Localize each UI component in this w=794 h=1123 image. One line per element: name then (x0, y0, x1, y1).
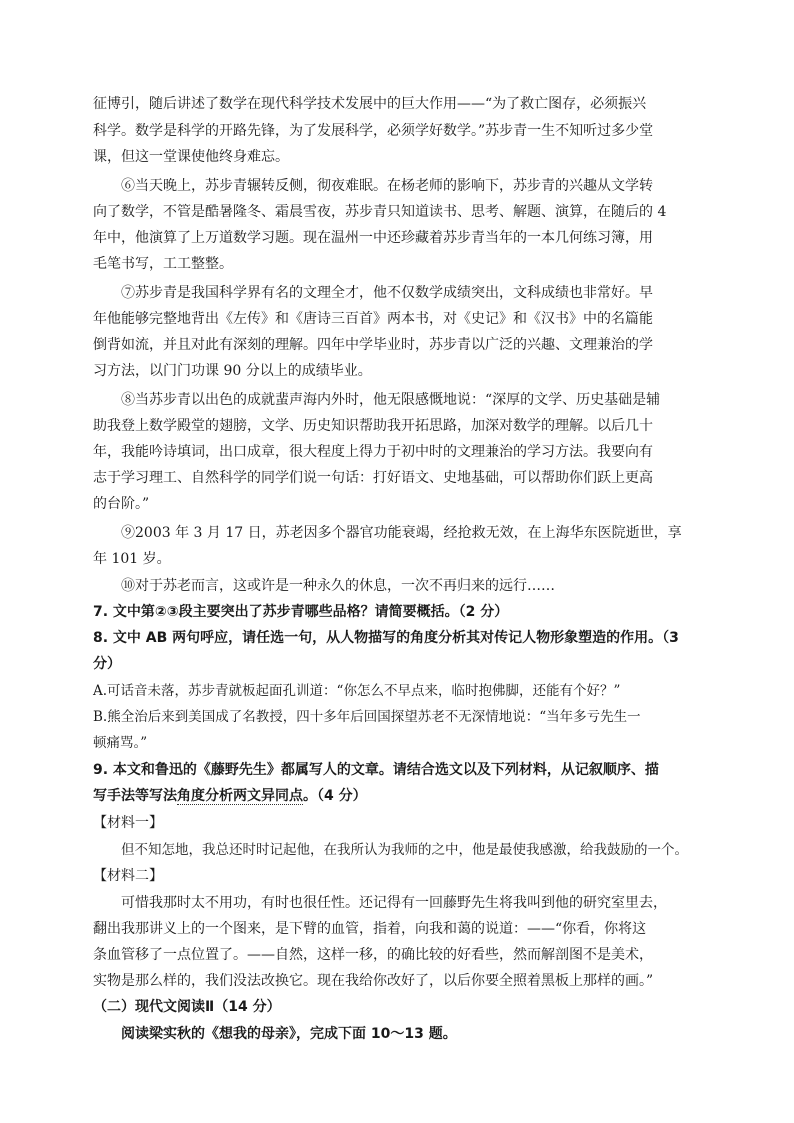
section-heading: （二）现代文阅读Ⅱ（14 分） (93, 999, 281, 1015)
text-line: 倒背如流，并且对此有深刻的理解。四年中学毕业时，苏步青以广泛的兴趣、文理兼治的学 (93, 337, 653, 353)
question-9-text: 写手法等写法 (93, 788, 177, 804)
text-line: 年中，他演算了上万道数学习题。现在温州一中还珍藏着苏步青当年的一本几何练习簿，用 (93, 230, 653, 246)
text-line: ⑥当天晚上，苏步青辗转反侧，彻夜难眠。在杨老师的影响下，苏步青的兴趣从文学转 (121, 178, 653, 194)
question-9-score: 。（4 分） (303, 788, 367, 804)
material-1-text: 但不知怎地，我总还时时记起他，在我所认为我师的之中，他是最使我感激，给我鼓励的一个。 (121, 842, 688, 858)
text-line: 实物是那么样的，我们没法改换它。现在我给你改好了，以后你要全照着黑板上那样的画。” (93, 973, 654, 989)
question-7: 7. 文中第②③段主要突出了苏步青哪些品格？请简要概括。（2 分） (93, 604, 509, 620)
text-line: 征博引，随后讲述了数学在现代科学技术发展中的巨大作用——“为了救亡图存，必须振兴 (93, 96, 647, 112)
question-8-option-b: 顿痛骂。” (93, 735, 148, 751)
text-line: 毛笔书写，工工整整。 (93, 256, 233, 272)
text-line: 志于学习理工、自然科学的同学们说一句话：打好语文、史地基础，可以帮助你们跃上更高 (93, 470, 653, 486)
text-line: 助我登上数学殿堂的翅膀，文学、历史知识帮助我开拓思路，加深对数学的理解。以后几十 (93, 418, 653, 434)
text-line: 翻出我那讲义上的一个图来，是下臂的血管，指着，向我和蔼的说道：——“你看，你将这 (93, 921, 647, 937)
text-line: 习方法，以门门功课 90 分以上的成绩毕业。 (93, 363, 372, 379)
text-line: 年 101 岁。 (93, 551, 171, 567)
question-9-underlined: 角度分析两文异同点 (177, 788, 303, 804)
question-8-option-a: A.可话音未落，苏步青就板起面孔训道：“你怎么不早点来，临时抱佛脚，还能有个好？” (93, 683, 621, 699)
text-line: 课，但这一堂课使他终身难忘。 (93, 149, 289, 165)
material-1-label: 【材料一】 (93, 815, 163, 831)
text-line: 可惜我那时太不用功，有时也很任性。还记得有一回藤野先生将我叫到他的研究室里去， (121, 895, 667, 911)
text-line: 年他能够完整地背出《左传》和《唐诗三百首》两本书，对《史记》和《汉书》中的名篇能 (93, 311, 653, 327)
question-8: 分） (93, 656, 121, 672)
text-line: 向了数学，不管是酷暑隆冬、霜晨雪夜，苏步青只知道读书、思考、解题、演算，在随后的 4 (93, 204, 667, 220)
material-2-label: 【材料二】 (93, 868, 163, 884)
text-line: ⑦苏步青是我国科学界有名的文理全才，他不仅数学成绩突出，文科成绩也非常好。早 (121, 285, 653, 301)
text-line: 的台阶。” (93, 496, 150, 512)
section-instruction: 阅读梁实秋的《想我的母亲》，完成下面 10～13 题。 (121, 1026, 457, 1042)
text-line: 科学。数学是科学的开路先锋，为了发展科学，必须学好数学。”苏步青一生不知听过多少堂 (93, 123, 654, 139)
text-line: ⑨2003 年 3 月 17 日，苏老因多个器官功能衰竭，经抢救无效，在上海华东医院逝世，享 (121, 525, 682, 541)
text-line: 年，我能吟诗填词，出口成章，很大程度上得力于初中时的文理兼治的学习方法。我要向有 (93, 444, 653, 460)
question-9: 9. 本文和鲁迅的《藤野先生》都属写人的文章。请结合选文以及下列材料，从记叙顺序、描 (93, 762, 659, 778)
text-line: ⑧当苏步青以出色的成就蜚声海内外时，他无限感慨地说：“深厚的文学、历史基础是辅 (121, 392, 661, 408)
question-9 (93, 786, 367, 806)
question-8: 8. 文中 AB 两句呼应，请任选一句，从人物描写的角度分析其对传记人物形象塑造的作用。（3 (93, 630, 679, 646)
text-line: 条血管移了一点位置了。——自然，这样一移，的确比较的好看些，然而解剖图不是美术， (93, 947, 653, 963)
question-8-option-b: B.熊全治后来到美国成了名教授，四十多年后回国探望苏老不无深情地说：“当年多亏先生一 (93, 709, 641, 725)
text-line: ⑩对于苏老而言，这或许是一种永久的休息，一次不再归来的远行…… (121, 578, 555, 594)
